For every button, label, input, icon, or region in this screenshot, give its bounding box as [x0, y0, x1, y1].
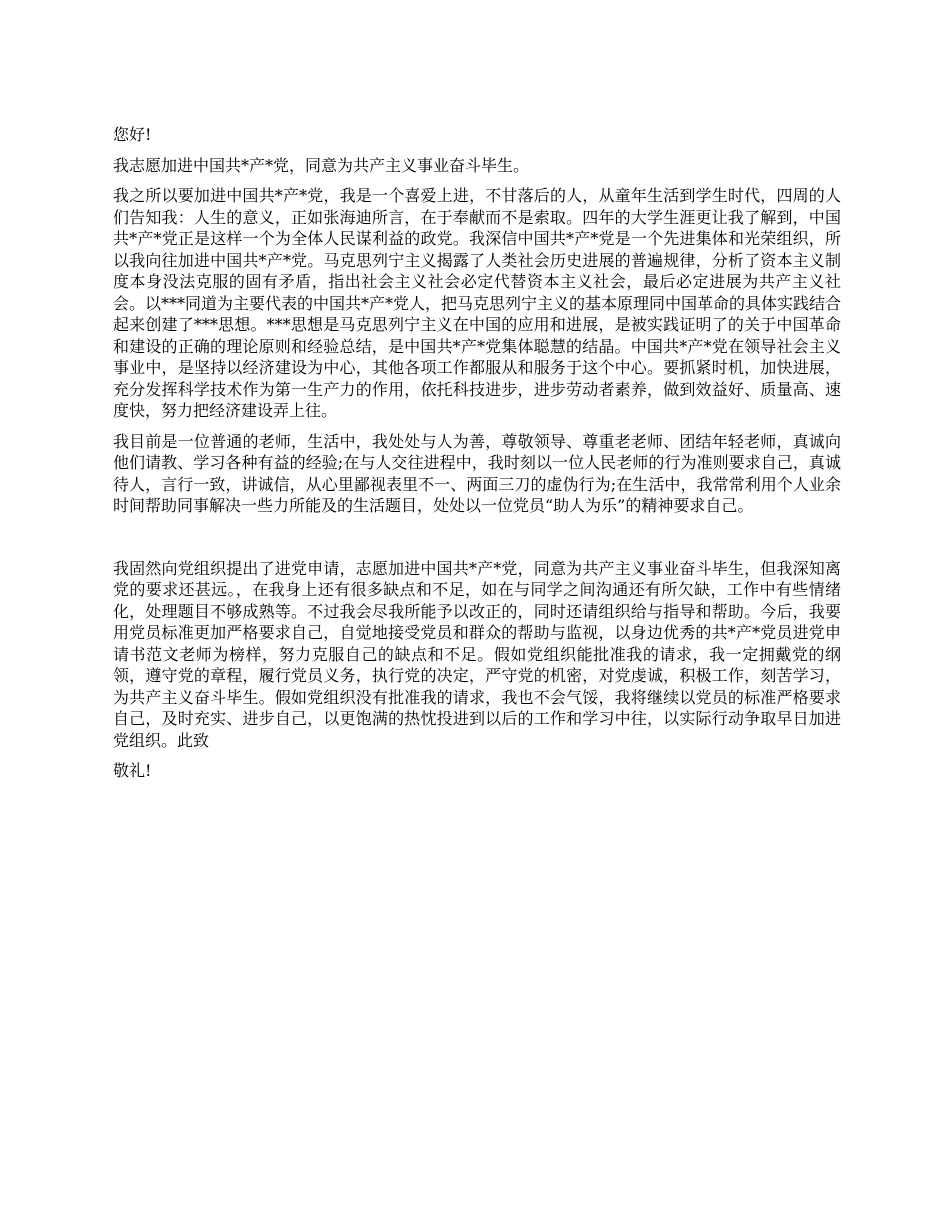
blank-space	[113, 526, 841, 558]
paragraph-motivation: 我之所以要加进中国共*产*党，我是一个喜爱上进，不甘落后的人，从童年生活到学生时代，四周的人们告知我：人生的意义，正如张海迪所言，在于奉献而不是索取。四年的大学生涯更让我了解到，中国共*产*党正是这样一个为全体人民谋利益的政党。我深信中国共*产*党是一个先进集体和光荣组织，所以我向往加进中国共*产*党。马克思列宁主义揭露了人类社会历史进展的普遍规律，分析了资本主义制度本身没法克服的固有矛盾，指出社会主义社会必定代替资本主义社会，最后必定进展为共产主义社会。以***同道为主要代表的中国共*产*党人，把马克思列宁主义的基本原理同中国革命的具体实践结合起来创建了***思想。***思想是马克思列宁主义在中国的应用和进展，是被实践证明了的关于中国革命和建设的正确的理论原则和经验总结，是中国共*产*党集体聪慧的结晶。中国共*产*党在领导社会主义事业中，是坚持以经济建设为中心，其他各项工作都服从和服务于这个中心。要抓紧时机，加快进展，充分发挥科学技术作为第一生产力的作用，依托科技进步，进步劳动者素养，做到效益好、质量高、速度快，努力把经济建设弄上往。	[113, 186, 842, 420]
greeting-line: 您好!	[113, 125, 152, 144]
paragraph-self-description: 我目前是一位普通的老师，生活中，我处处与人为善，尊敬领导、尊重老老师、团结年轻老师，真诚向他们请教、学习各种有益的经验;在与人交往进程中，我时刻以一位人民老师的行为准则要求自己，真诚待人，言行一致，讲诚信，从心里鄙视表里不一、两面三刀的虚伪行为;在生活中，我常常利用个人业余时间帮助同事解决一些力所能及的生活题目，处处以一位党员“助人为乐”的精神要求自己。	[113, 431, 841, 515]
paragraph-commitment: 我固然向党组织提出了进党申请，志愿加进中国共*产*党，同意为共产主义事业奋斗毕生，但我深知离党的要求还甚远。，在我身上还有很多缺点和不足，如在与同学之间沟通还有所欠缺，工作中有些情绪化，处理题目不够成熟等。不过我会尽我所能予以改正的，同时还请组织给与指导和帮助。今后，我要用党员标准更加严格要求自己，自觉地接受党员和群众的帮助与监视，以身边优秀的共*产*党员进党申请书范文老师为榜样，努力克服自己的缺点和不足。假如党组织能批准我的请求，我一定拥戴党的纲领，遵守党的章程，履行党员义务，执行党的决定，严守党的机密，对党虔诚，积极工作，刻苦学习，为共产主义奋斗毕生。假如党组织没有批准我的请求，我也不会气馁，我将继续以党员的标准严格要求自己，及时充实、进步自己，以更饱满的热忱投进到以后的工作和学习中往，以实际行动争取早日加进党组织。此致	[113, 558, 841, 750]
letter-document	[113, 124, 841, 791]
paragraph-pledge: 我志愿加进中国共*产*党，同意为共产主义事业奋斗毕生。	[113, 155, 530, 175]
closing-line: 敬礼!	[113, 761, 152, 780]
